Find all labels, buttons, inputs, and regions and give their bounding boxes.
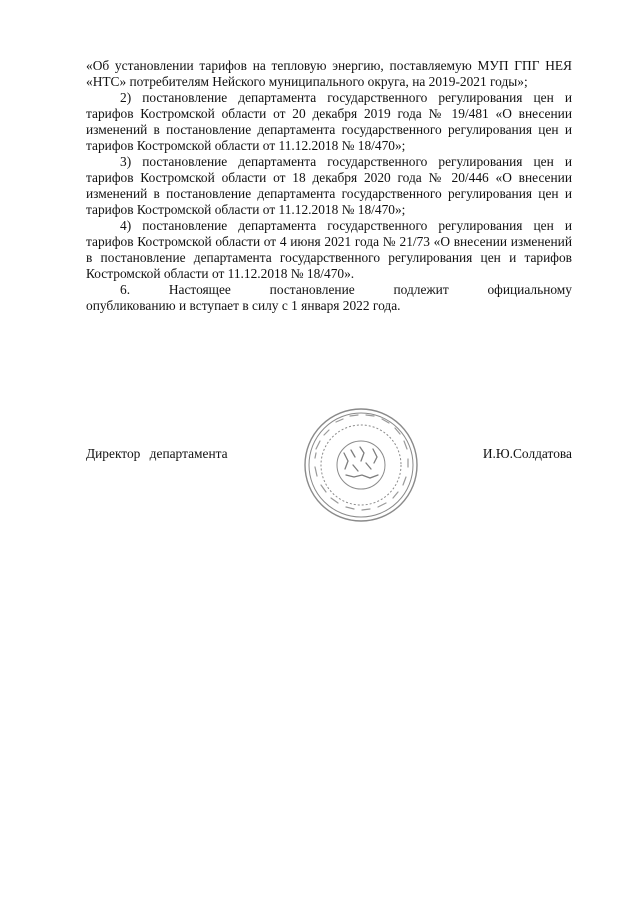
item6-word: 6.	[120, 282, 131, 297]
paragraph-6-last-line: опубликованию и вступает в силу с 1 января 2022 года.	[86, 298, 401, 313]
signatory-title: Директор департамента	[86, 446, 228, 461]
paragraph-6-first-line	[86, 282, 572, 298]
paragraph-3: 3) постановление департамента государственного регулирования цен и тарифов Костромской области от 18 декабря 2020 года № 20/446 «О внесении изменений в постановление департамента государственного регулирования цен и тарифов Костромской области от 11.12.2018 № 18/470»;	[86, 154, 572, 217]
paragraph-2: 2) постановление департамента государственного регулирования цен и тарифов Костромской области от 20 декабря 2019 года № 19/481 «О внесении изменений в постановление департамента государственного регулирования цен и тарифов Костромской области от 11.12.2018 № 18/470»;	[86, 90, 572, 153]
signatory-name: И.Ю.Солдатова	[482, 446, 572, 461]
document-body	[86, 58, 572, 314]
item6-word: официальному	[487, 282, 572, 297]
item6-word: Настоящее	[168, 282, 231, 297]
item6-word: подлежит	[393, 282, 449, 297]
official-stamp-seal	[298, 405, 424, 525]
paragraph-1: «Об установлении тарифов на тепловую энергию, поставляемую МУП ГПГ НЕЯ «НТС» потребителям Нейского муниципального округа, на 2019-2021 годы»;	[86, 58, 572, 89]
paragraph-4: 4) постановление департамента государственного регулирования цен и тарифов Костромской области от 4 июня 2021 года № 21/73 «О внесении изменений в постановление департамента государственного регулирования цен и тарифов Костромской области от 11.12.2018 № 18/470».	[86, 218, 572, 281]
item6-word: постановление	[269, 282, 355, 297]
